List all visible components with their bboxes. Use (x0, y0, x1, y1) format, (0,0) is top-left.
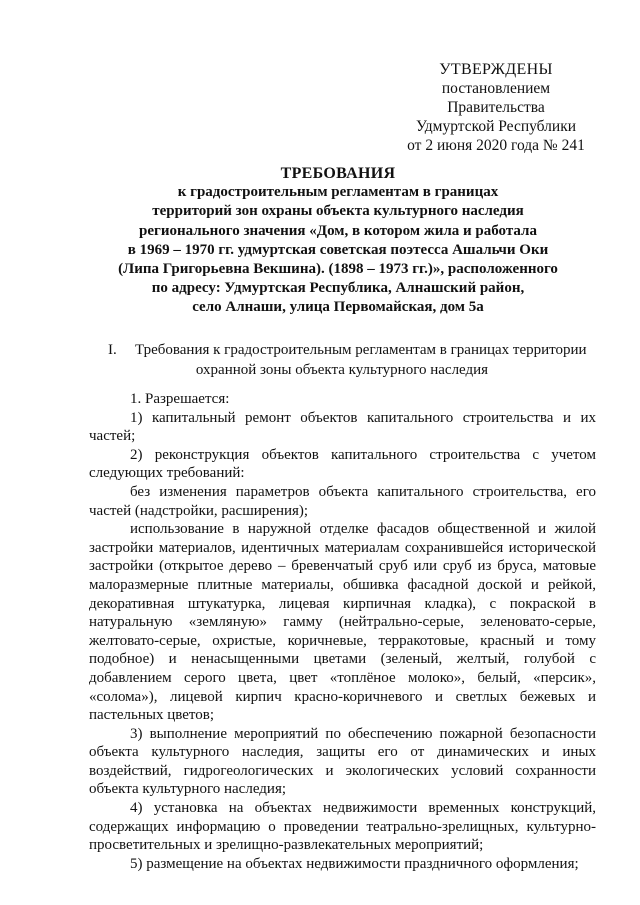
section-number: I. (108, 342, 117, 358)
title-line: по адресу: Удмуртская Республика, Алнашский район, (151, 280, 525, 297)
approval-title: УТВЕРЖДЕНЫ (439, 61, 553, 78)
title-line: (Липа Григорьевна Векшина). (1898 – 1973 гг.)», расположенного (118, 261, 558, 278)
section-heading-line-2: охранной зоны объекта культурного наследия (195, 362, 489, 378)
title-line: в 1969 – 1970 гг. удмуртская советская поэтесса Ашальчи Оки (127, 241, 549, 258)
paragraph: 4) установка на объектах недвижимости временных конструкций, содержащих информацию о проведении театрально-зрелищных, культурно-просветительных и зрелищно-развлекательных мероприятий; (89, 800, 596, 854)
section-heading-line-1: Требования к градостроительным регламентам в границах территории (135, 342, 587, 358)
approval-line-3: от 2 июня 2020 года № 241 (407, 137, 585, 154)
approval-stamp-block (396, 60, 596, 155)
document-title-block (80, 164, 596, 318)
document-title: ТРЕБОВАНИЯ (280, 165, 396, 182)
title-line: село Алнаши, улица Первомайская, дом 5а (192, 299, 484, 316)
paragraph: 3) выполнение мероприятий по обеспечению пожарной безопасности объекта культурного наследия, защиты его от динамических и иных воздействий, гидрогеологических и экологических условий сохранности объекта культурного наследия; (89, 725, 596, 798)
paragraph: 2) реконструкция объектов капитального строительства с учетом следующих требований: (89, 446, 596, 482)
paragraph: использование в наружной отделке фасадов общественной и жилой застройки материалов, идентичных материалам сохранившейся исторической застройки (открытое дерево – бревенчатый сруб или сруб из бруса, матовые малоразмерные плитные материалы, обшивка фасадной доской и рейкой, декоративная штукатурка, лицевая кирпичная кладка), с покраской в натуральную «земляную» гамму (нейтрально-серые, зеленовато-серые, желтовато-серые, охристые, коричневые, терракотовые, красный и тому подобное) и ненасыщенными цветами (зеленый, желтый, голубой с добавлением серого цвета, цвет «топлёное молоко», белый, «персик», «солома»), лицевой кирпич красно-коричневого и светлых бежевых и пастельных цветов; (89, 521, 596, 724)
paragraph: без изменения параметров объекта капитального строительства, его частей (надстройки, расширения); (89, 483, 596, 519)
approval-line-1: постановлением Правительства (441, 80, 551, 116)
paragraph: 1) капитальный ремонт объектов капитального строительства и их частей; (89, 409, 596, 445)
approval-line-2: Удмуртской Республики (415, 118, 577, 135)
document-body (89, 390, 596, 873)
section-heading (108, 340, 596, 380)
title-line: регионального значения «Дом, в котором жила и работала (139, 222, 537, 239)
paragraph: 5) размещение на объектах недвижимости праздничного оформления; (130, 855, 579, 872)
title-line: территорий зон охраны объекта культурного наследия (152, 203, 524, 220)
paragraph: 1. Разрешается: (130, 391, 230, 407)
title-line: к градостроительным регламентам в границах (177, 184, 499, 201)
